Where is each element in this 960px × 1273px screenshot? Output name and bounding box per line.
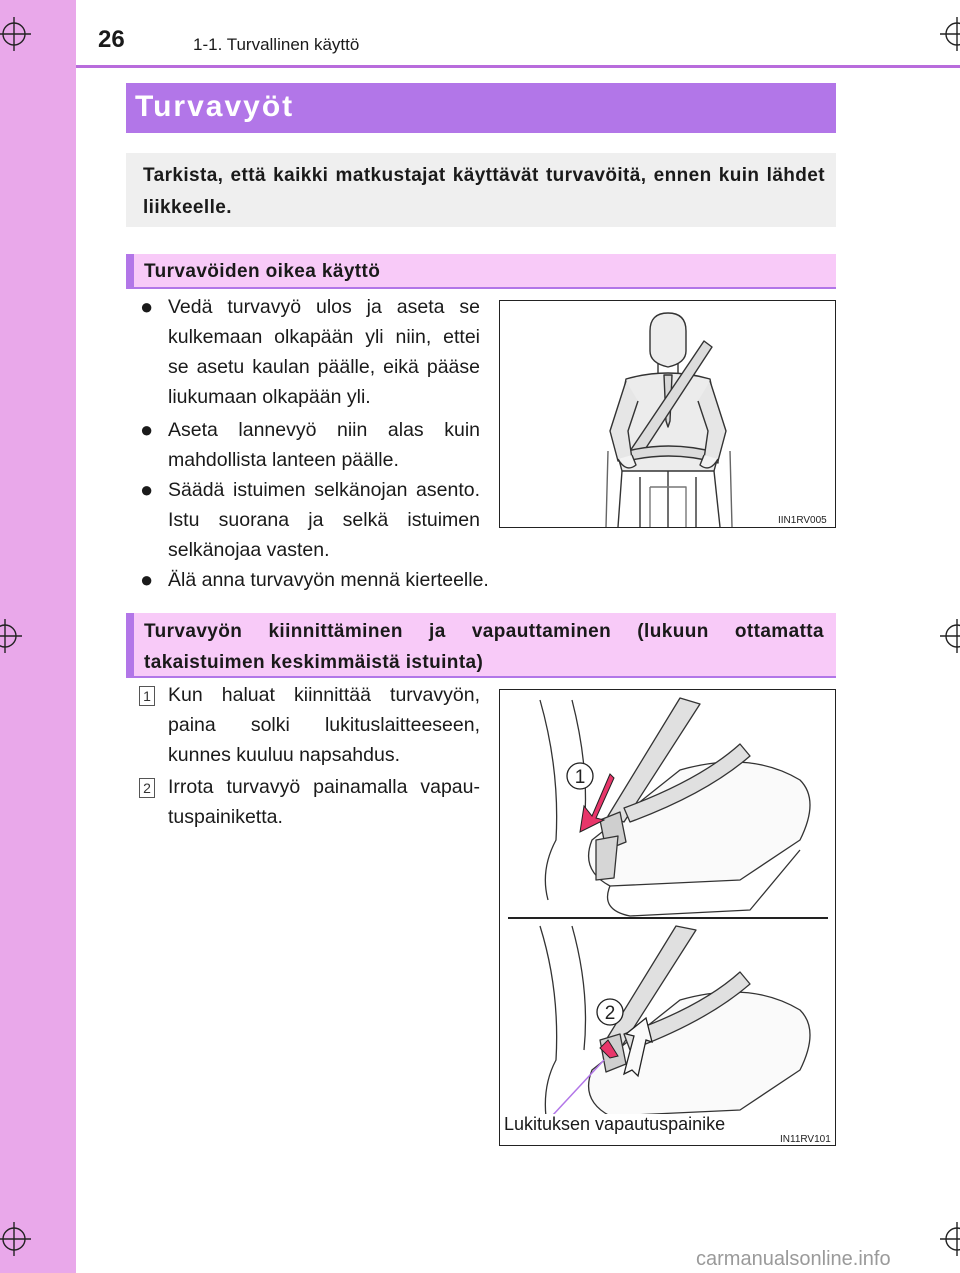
bullet-item: ● Älä anna turvavyön mennä kierteelle. <box>168 565 808 595</box>
seated-person-illustration <box>500 301 836 528</box>
figure-code: IIN1RV005 <box>778 515 827 526</box>
seatbelt-posture-figure <box>499 300 836 528</box>
figure-code: IN11RV101 <box>780 1134 831 1145</box>
buckle-figure <box>499 689 836 1146</box>
crop-mark-icon <box>940 619 960 653</box>
page-title: Turvavyöt <box>135 90 295 123</box>
watermark: carmanualsonline.info <box>696 1248 891 1270</box>
crop-mark-icon <box>0 619 22 653</box>
figure-label: 2 <box>604 1003 616 1024</box>
crop-mark-icon <box>940 17 960 51</box>
step-number: 2 <box>139 778 155 798</box>
step-item: 1 Kun haluat kiinnittää turvavyön, paina solki lukituslaitteeseen, kunnes kuuluu napsahdus. <box>168 680 480 770</box>
bullet-icon: ● <box>140 567 154 592</box>
section-heading: Turvavöiden oikea käyttö <box>144 261 381 282</box>
bullet-icon: ● <box>140 294 154 319</box>
figure-label: 1 <box>574 767 586 788</box>
step-number: 1 <box>139 686 155 706</box>
bullet-icon: ● <box>140 477 154 502</box>
intro-text: Tarkista, että kaikki matkustajat käyttävät turvavöitä, ennen kuin lähdet liikkeelle. <box>143 165 825 218</box>
section-heading: Turvavyön kiinnittäminen ja vapauttaminen (lukuun ottamatta takaistuimen keskimmäistä istuinta) <box>144 621 824 673</box>
header-rule <box>76 65 960 68</box>
page-number: 26 <box>98 26 125 53</box>
crop-mark-icon <box>0 17 31 51</box>
buckle-illustration <box>500 690 836 1146</box>
crop-mark-icon <box>0 1222 31 1256</box>
crop-mark-icon <box>940 1222 960 1256</box>
bullet-item: ● Vedä turvavyö ulos ja aseta se kulkemaan olkapään yli niin, ettei se asetu kaulan päälle, eikä pääse liukumaan olkapään yli. <box>140 294 480 408</box>
figure-caption: Lukituksen vapautuspainike <box>504 1114 726 1134</box>
running-head: 1-1. Turvallinen käyttö <box>193 35 360 54</box>
bullet-item: ● Aseta lannevyö niin alas kuin mahdollista lanteen päälle. <box>140 417 480 471</box>
bullet-item: ● Säädä istuimen selkänojan asento. Istu suorana ja selkä istuimen selkänojaa vasten. <box>140 477 480 561</box>
bullet-icon: ● <box>140 417 154 442</box>
step-item: 2 Irrota turvavyö painamalla vapau-tuspainiketta. <box>168 772 480 832</box>
